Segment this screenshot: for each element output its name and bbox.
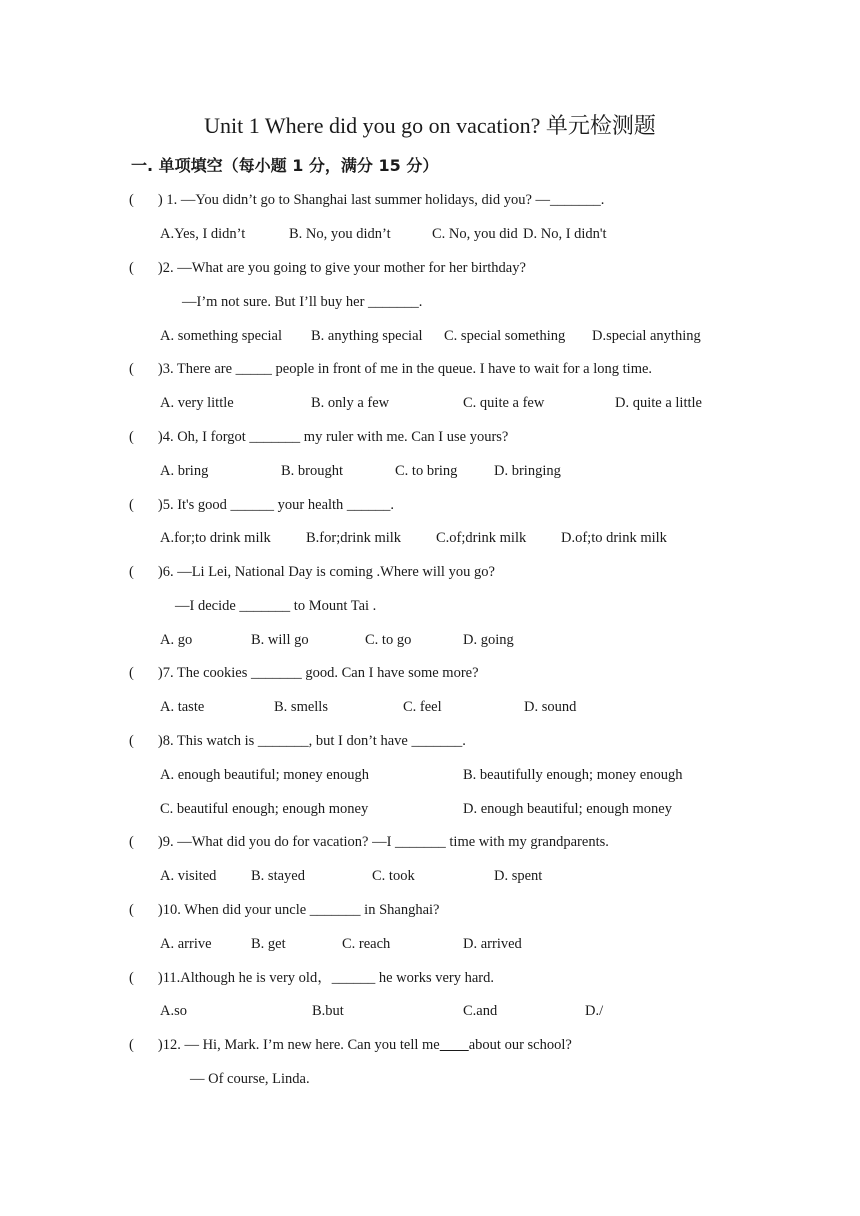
answer-bracket-close: ) [157, 1037, 163, 1053]
option-a: A.so [160, 1003, 187, 1019]
question-stem: about our school? [468, 1037, 572, 1053]
question-stem: 9. —What did you do for vacation? —I _______ time with my grandparents. [162, 834, 609, 850]
question-8 [129, 731, 466, 751]
option-d: D.special anything [592, 328, 701, 344]
answer-bracket-open: ( [129, 970, 134, 986]
fill-blank[interactable] [440, 1037, 469, 1053]
answer-bracket-open: ( [129, 429, 134, 445]
option-a: A. bring [160, 463, 209, 479]
option-d: D. going [463, 632, 514, 648]
question-1 [129, 190, 604, 210]
question-6 [129, 562, 495, 582]
question-stem: 11.Although he is very old，______ he works very hard. [162, 970, 494, 986]
document-title: Unit 1 Where did you go on vacation? 单元检测题 [204, 113, 656, 138]
answer-bracket-open: ( [129, 902, 134, 918]
answer-bracket-close: ) [157, 497, 163, 513]
option-c: C. to go [365, 632, 412, 648]
option-c: C.of;drink milk [436, 530, 527, 546]
question-stem: 12. — Hi, Mark. I’m new here. Can you tell me [162, 1037, 440, 1053]
option-d: D. enough beautiful; enough money [463, 801, 672, 817]
question-stem: 5. It's good ______ your health ______. [162, 497, 395, 513]
question-stem-continued: —I’m not sure. But I’ll buy her _______. [182, 294, 423, 310]
question-11 [129, 968, 494, 988]
option-b: B. only a few [311, 395, 390, 411]
question-4 [129, 427, 508, 447]
option-b: B. anything special [311, 328, 423, 344]
question-7 [129, 663, 479, 683]
answer-bracket-open: ( [129, 497, 134, 513]
answer-bracket-open: ( [129, 733, 134, 749]
answer-bracket-open: ( [129, 665, 134, 681]
option-c: C.and [463, 1003, 498, 1019]
question-stem: 6. —Li Lei, National Day is coming .Where will you go? [162, 564, 495, 580]
option-c: C. special something [444, 328, 566, 344]
question-stem: 3. There are _____ people in front of me in the queue. I have to wait for a long time. [162, 361, 653, 377]
question-12 [129, 1035, 572, 1055]
answer-bracket-close: ) [157, 733, 163, 749]
question-10 [129, 900, 439, 920]
option-b: B. will go [251, 632, 309, 648]
answer-bracket-close: ) [157, 834, 163, 850]
option-a: A. taste [160, 699, 205, 715]
answer-bracket-open: ( [129, 564, 134, 580]
answer-bracket-open: ( [129, 1037, 134, 1053]
option-b: B. stayed [251, 868, 305, 884]
option-d: D./ [585, 1003, 604, 1019]
option-a: A. something special [160, 328, 283, 344]
option-c: C. feel [403, 699, 442, 715]
option-b: B. brought [281, 463, 344, 479]
question-9 [129, 832, 609, 852]
option-a: A.for;to drink milk [160, 530, 271, 546]
answer-bracket-open: ( [129, 361, 134, 377]
answer-bracket-close: ) [157, 564, 163, 580]
option-a: A. very little [160, 395, 234, 411]
answer-bracket-open: ( [129, 192, 134, 208]
option-c: C. reach [342, 936, 391, 952]
option-b: B.but [312, 1003, 344, 1019]
question-stem-continued: —I decide _______ to Mount Tai . [175, 598, 377, 614]
question-stem: 10. When did your uncle _______ in Shanghai? [162, 902, 440, 918]
option-b: B. get [251, 936, 286, 952]
option-d: D. No, I didn't [523, 226, 607, 242]
option-b: B.for;drink milk [306, 530, 402, 546]
option-d: D.of;to drink milk [561, 530, 667, 546]
option-a: A. arrive [160, 936, 212, 952]
question-stem: 1. —You didn’t go to Shanghai last summer holidays, did you? —_______. [166, 192, 605, 208]
answer-bracket-close: ) [157, 361, 163, 377]
option-c: C. No, you did [432, 226, 518, 242]
question-3 [129, 359, 652, 379]
option-d: D. spent [494, 868, 543, 884]
answer-bracket-close: ) [157, 260, 163, 276]
answer-bracket-close: ) [157, 192, 163, 208]
answer-bracket-open: ( [129, 834, 134, 850]
option-c: C. to bring [395, 463, 458, 479]
option-c: C. took [372, 868, 415, 884]
question-stem: 2. —What are you going to give your mother for her birthday? [162, 260, 526, 276]
section-heading: 一. 单项填空（每小题 1 分，满分 15 分） [131, 156, 439, 175]
option-a: A.Yes, I didn’t [160, 226, 246, 242]
question-5 [129, 495, 394, 515]
answer-bracket-close: ) [157, 665, 163, 681]
option-a: A. visited [160, 868, 217, 884]
question-stem: 4. Oh, I forgot _______ my ruler with me. Can I use yours? [162, 429, 509, 445]
option-b: B. smells [274, 699, 328, 715]
answer-bracket-close: ) [157, 429, 163, 445]
question-stem: 7. The cookies _______ good. Can I have some more? [162, 665, 479, 681]
option-d: D. bringing [494, 463, 561, 479]
option-a: A. enough beautiful; money enough [160, 767, 369, 783]
option-d: D. sound [524, 699, 577, 715]
answer-bracket-close: ) [157, 970, 163, 986]
option-d: D. quite a little [615, 395, 702, 411]
option-c: C. quite a few [463, 395, 545, 411]
option-a: A. go [160, 632, 193, 648]
option-c: C. beautiful enough; enough money [160, 801, 369, 817]
option-b: B. beautifully enough; money enough [463, 767, 683, 783]
question-2 [129, 258, 526, 278]
answer-bracket-open: ( [129, 260, 134, 276]
option-d: D. arrived [463, 936, 522, 952]
answer-bracket-close: ) [157, 902, 163, 918]
option-b: B. No, you didn’t [289, 226, 391, 242]
question-stem: 8. This watch is _______, but I don’t have _______. [162, 733, 466, 749]
question-stem-continued: — Of course, Linda. [190, 1071, 310, 1087]
